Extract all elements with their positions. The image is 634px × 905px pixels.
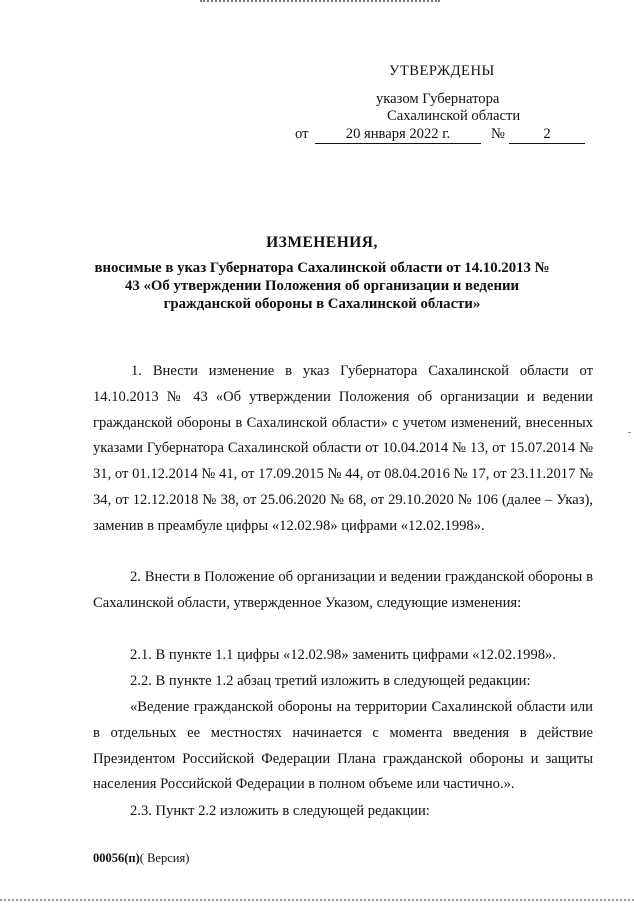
paragraph-2: 2. Внести в Положение об организации и ведении гражданской обороны в Сахалинской области, утвержденное Указом, следующие изменения:: [93, 569, 593, 611]
paragraph-2-1: 2.1. В пункте 1.1 цифры «12.02.98» заменить цифрами «12.02.1998».: [130, 647, 556, 663]
paragraph-2-2: 2.2. В пункте 1.2 абзац третий изложить в следующей редакции:: [130, 673, 531, 689]
footer-code: 00056(п): [93, 851, 140, 865]
document-subtitle: вносимые в указ Губернатора Сахалинской области от 14.10.2013 № 43 «Об утверждении Положения об организации и ведении гражданской обороны в Сахалинской области»: [94, 260, 550, 312]
scan-edge-bottom: [0, 899, 634, 901]
footer-version: ( Версия): [139, 851, 190, 865]
approval-region: Сахалинской области: [387, 108, 521, 124]
approval-by: указом Губернатора: [376, 91, 500, 107]
footer: [93, 851, 189, 866]
approval-date: 20 января 2022 г.: [315, 125, 481, 144]
approval-number-label: №: [491, 126, 505, 142]
scan-edge-top: [200, 0, 440, 2]
approval-number: 2: [509, 125, 585, 144]
approval-title: УТВЕРЖДЕНЫ: [389, 63, 495, 79]
scan-speck: [628, 432, 631, 433]
paragraph-2-3: 2.3. Пункт 2.2 изложить в следующей редакции:: [130, 803, 430, 819]
approval-from-label: от: [295, 126, 309, 142]
document-title: ИЗМЕНЕНИЯ,: [266, 234, 378, 251]
paragraph-1: 1. Внести изменение в указ Губернатора Сахалинской области от 14.10.2013 № 43 «Об утверждении Положения об организации и ведении гражданской обороны в Сахалинской области» с учетом изменений, внесенных указами Губернатора Сахалинской области от 10.04.2014 № 13, от 15.07.2014 № 31, от 01.12.2014 № 41, от 17.09.2015 № 44, от 08.04.2016 № 17, от 23.11.2017 № 34, от 12.12.2018 № 38, от 25.06.2020 № 68, от 29.10.2020 № 106 (далее – Указ), заменив в преамбуле цифры «12.02.98» цифрами «12.02.1998».: [93, 363, 593, 534]
quoted-text: «Ведение гражданской обороны на территории Сахалинской области или в отдельных ее местностях начинается с момента введения в действие Президентом Российской Федерации Плана гражданской обороны и защиты населения Российской Федерации в полном объеме или частично.».: [93, 699, 593, 793]
